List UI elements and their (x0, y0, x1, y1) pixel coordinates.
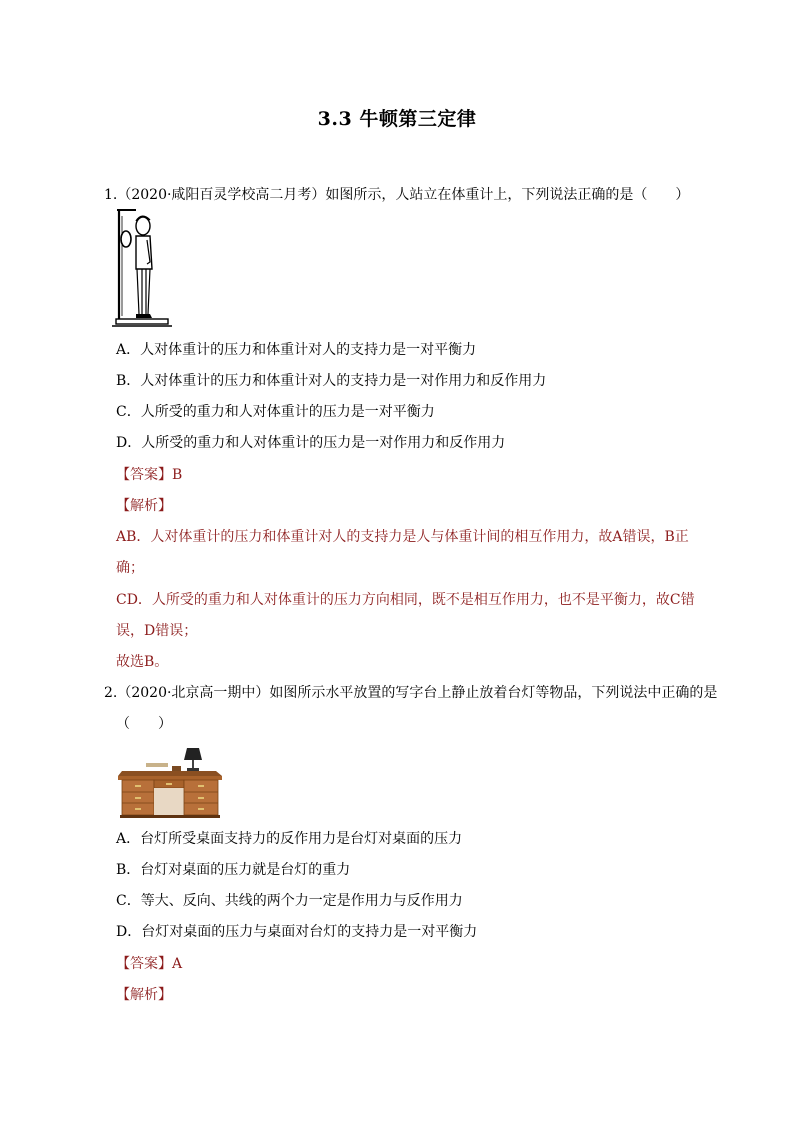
question-1-analysis-line-3: CD．人所受的重力和人对体重计的压力方向相同，既不是相互作用力，也不是平衡力，故C错 (116, 592, 695, 608)
question-1-analysis-line-5: 故选B。 (116, 654, 169, 670)
person-on-scale-figure (112, 206, 174, 328)
question-2-option-d: D．台灯对桌面的压力与桌面对台灯的支持力是一对平衡力 (116, 924, 478, 940)
question-1-stem: 1.（2020·咸阳百灵学校高二月考）如图所示，人站立在体重计上，下列说法正确的是（ ） (104, 187, 690, 203)
desk-with-lamp-figure (116, 742, 224, 818)
question-1-analysis-line-1: AB．人对体重计的压力和体重计对人的支持力是人与体重计间的相互作用力，故A错误，B正 (116, 529, 689, 545)
question-2-stem: 2.（2020·北京高一期中）如图所示水平放置的写字台上静止放着台灯等物品，下列说法中正确的是 (104, 685, 718, 701)
question-1-option-a: A．人对体重计的压力和体重计对人的支持力是一对平衡力 (116, 342, 477, 358)
question-1-option-b: B．人对体重计的压力和体重计对人的支持力是一对作用力和反作用力 (116, 373, 547, 389)
question-1-analysis-label: 【解析】 (116, 498, 172, 514)
question-1-analysis-line-4: 误，D错误； (116, 623, 198, 639)
question-1-option-c: C．人所受的重力和人对体重计的压力是一对平衡力 (116, 404, 435, 420)
question-2-analysis-label: 【解析】 (116, 987, 172, 1003)
question-2-option-b: B．台灯对桌面的压力就是台灯的重力 (116, 862, 351, 878)
question-1-analysis-line-2: 确； (116, 560, 144, 576)
question-2-option-a: A．台灯所受桌面支持力的反作用力是台灯对桌面的压力 (116, 831, 463, 847)
question-1-option-d: D．人所受的重力和人对体重计的压力是一对作用力和反作用力 (116, 435, 506, 451)
question-2-answer: 【答案】A (116, 956, 183, 972)
question-2-option-c: C．等大、反向、共线的两个力一定是作用力与反作用力 (116, 893, 463, 909)
page-title: 3.3 牛顿第三定律 (317, 108, 477, 130)
question-2-stem-continued: （ ） (116, 716, 172, 732)
question-1-answer: 【答案】B (116, 467, 183, 483)
